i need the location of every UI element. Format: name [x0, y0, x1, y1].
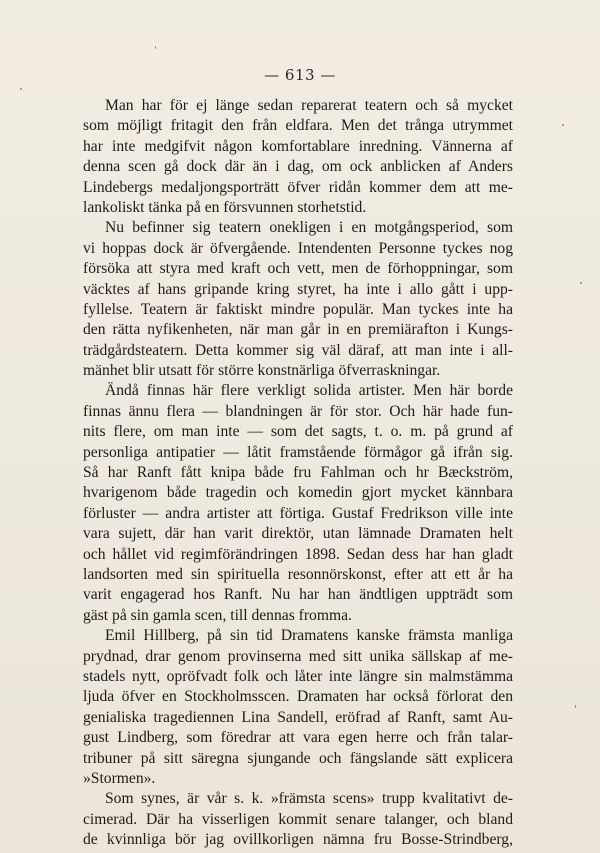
text-line: gust Lindberg, som föredrar att vara egen herre och från talar- [83, 729, 513, 747]
page-number: — 613 — [264, 66, 336, 84]
text-line: genialiska tragediennen Lina Sandell, eröfrad af Ranft, samt Au- [83, 708, 513, 726]
text-line: som möjligt fritagit den från eldfara. Men det trånga utrymmet [83, 117, 513, 135]
text-line: denna scen gå dock där än i dag, om ock anblicken af Anders [83, 158, 513, 176]
body-text [83, 96, 513, 850]
paper-speck [580, 282, 582, 284]
text-line: finnas ännu flera — blandningen är för stor. Och här hade fun- [83, 402, 513, 420]
text-line: stadels nytt, opröfvadt folk och låter inte längre sin malmstämma [83, 667, 513, 685]
text-line: försöka att styra med kraft och vett, men de förhoppningar, som [83, 260, 513, 278]
text-line: Nu befinner sig teatern onekligen i en motgångsperiod, som [105, 219, 513, 237]
text-line: »Stormen». [83, 769, 156, 787]
paper-speck [155, 46, 156, 49]
text-line: cimerad. Där ha visserligen kommit senare talanger, och bland [83, 810, 513, 828]
text-line: Ändå finnas här flere verkligt solida artister. Men här borde [105, 382, 513, 400]
text-line: mänhet blir utsatt för större konstnärliga öfverraskningar. [83, 362, 441, 380]
text-line: prydnad, drar genom provinserna med sitt unika sällskap af me- [83, 647, 513, 665]
paper-speck [575, 705, 576, 708]
text-line: varit engagerad hos Ranft. Nu har han ändtligen uppträdt som [83, 586, 513, 604]
text-line: och hållet vid regimförändringen 1898. Sedan dess har han gladt [83, 545, 513, 563]
text-line: tribuner på sitt säregna sjungande och fängslande sätt explicera [83, 749, 513, 767]
text-line: trädgårdsteatern. Detta kommer sig väl däraf, att man inte i all- [83, 341, 513, 359]
text-line: gäst på sin gamla scen, till dennas fromma. [83, 606, 352, 624]
text-line: vi hoppas dock är öfvergående. Intendenten Personne tyckes nog [83, 239, 513, 257]
text-line: ljuda öfver en Stockholmsscen. Dramaten har också förlorat den [83, 688, 513, 706]
text-line: nits flere, om man inte — som det sagts, t. o. m. på grund af [83, 423, 513, 441]
text-line: personliga antipatier — låtit framstående förmågor gå ifrån sig. [83, 443, 513, 461]
text-line: förluster — andra artister att förtiga. Gustaf Fredrikson ville inte [83, 504, 513, 522]
text-line: den rätta nyfikenheten, när man går in en premiärafton i Kungs- [83, 321, 513, 339]
text-line: de kvinnliga bör jag ovillkorligen nämna fru Bosse-Strindberg, [83, 831, 513, 849]
text-line: lankoliskt tänka på en försvunnen storhetstid. [83, 198, 367, 216]
text-line: Så har Ranft fått knipa både fru Fahlman och hr Bæckström, [83, 464, 513, 482]
text-line: väcktes af hans gripande kring styret, ha inte i allo gått i upp- [83, 280, 513, 298]
text-line: vara sujett, där han varit direktör, utan lämnade Dramaten helt [83, 525, 513, 543]
text-line: Som synes, är vår s. k. »främsta scens» trupp kvalitativt de- [105, 790, 513, 808]
paper-speck [562, 124, 564, 126]
text-line: landsorten med sin spirituella resonnörskonst, efter att ett år ha [83, 565, 513, 583]
text-line: Man har för ej länge sedan reparerat teatern och så mycket [105, 97, 513, 114]
paper-speck [20, 88, 22, 90]
text-line: hvarigenom både tragedin och komedin gjort mycket kännbara [83, 484, 513, 502]
text-line: har inte medgifvit någon komfortablare inredning. Vännerna af [83, 137, 513, 155]
text-line: Lindebergs medaljongsporträtt öfver ridån kommer dem att me- [83, 178, 513, 196]
text-line: fyllelse. Teatern är faktiskt mindre populär. Man tyckes inte ha [83, 300, 513, 318]
text-line: Emil Hillberg, på sin tid Dramatens kanske främsta manliga [105, 627, 513, 645]
